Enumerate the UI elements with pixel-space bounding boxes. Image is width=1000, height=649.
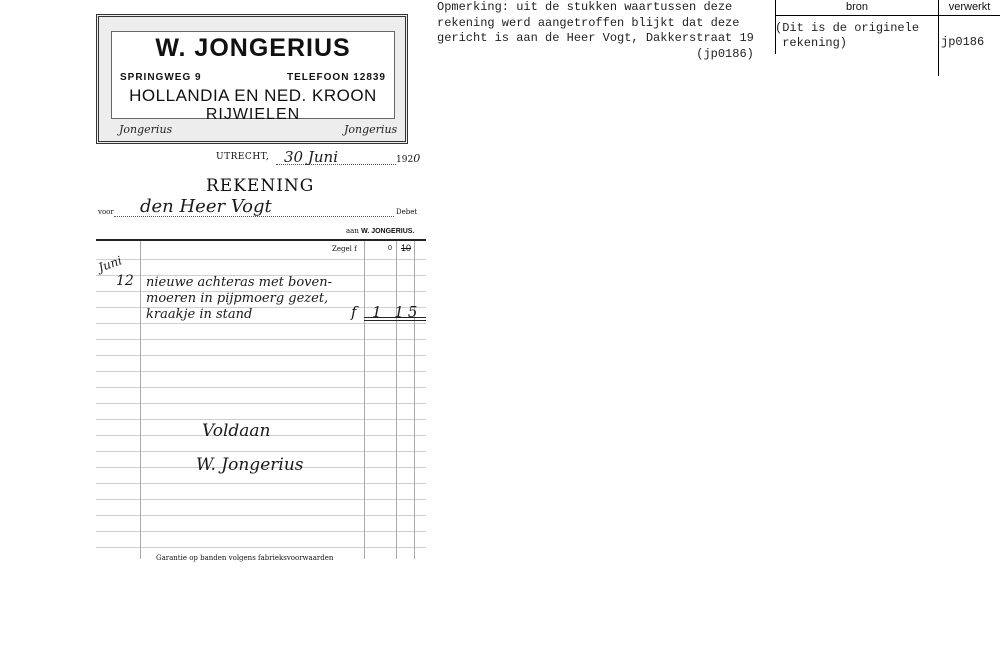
ledger-rule xyxy=(96,419,426,420)
aan-label: aan xyxy=(346,227,359,235)
date-handwritten: 30 Juni xyxy=(284,148,338,166)
ledger-rule xyxy=(96,339,426,340)
voor-label: voor xyxy=(98,208,114,216)
bron-cell: (Dit is de originele rekening) xyxy=(775,21,920,50)
amount: 1 15 xyxy=(372,303,422,321)
ledger-rule xyxy=(96,483,426,484)
table-header-rule xyxy=(775,15,1000,16)
year-label xyxy=(396,152,420,165)
signature: W. Jongerius xyxy=(196,455,304,475)
letterhead xyxy=(96,14,408,144)
entry-line-2: moeren in pijpmoerg gezet, xyxy=(146,291,329,306)
zegel-label: Zegel f xyxy=(332,245,357,253)
firm-address: SPRINGWEG 9 xyxy=(120,72,202,83)
firm-name: W. JONGERIUS xyxy=(155,34,351,62)
aan-line xyxy=(346,227,414,235)
invoice-footer: Garantie op banden volgens fabrieksvoorwaarden xyxy=(156,554,334,562)
remark-text: Opmerking: uit de stukken waartussen deze rekening werd aangetroffen blijkt dat deze gericht is aan de Heer Vogt, Dakkerstraat 19 (jp0186) xyxy=(437,0,754,61)
ledger-rule xyxy=(96,531,426,532)
entry-line-3: kraakje in stand xyxy=(146,307,253,322)
firm-phone: TELEFOON 12839 xyxy=(286,72,386,83)
ledger-column-divider xyxy=(396,241,397,559)
letterhead-inner xyxy=(111,31,395,123)
aan-firm: W. JONGERIUS. xyxy=(361,228,415,235)
ledger-rule xyxy=(96,387,426,388)
place-label: UTRECHT, xyxy=(216,152,270,162)
invoice-document xyxy=(96,14,426,584)
debet-label: Debet xyxy=(396,208,418,216)
zegel-amount: 10 xyxy=(401,243,412,253)
year-handwritten: 0 xyxy=(413,152,421,165)
entry-day: 12 xyxy=(116,273,134,289)
zegel-value: 0 xyxy=(388,245,392,252)
ledger-rule xyxy=(96,323,426,324)
currency-mark: f xyxy=(351,303,357,321)
ledger-rule xyxy=(96,403,426,404)
ledger-column-divider xyxy=(364,241,365,559)
ledger-grid xyxy=(96,239,426,559)
firm-brands: HOLLANDIA EN NED. KROON xyxy=(129,86,377,105)
invoice-title: REKENING xyxy=(206,176,315,196)
ledger-rule xyxy=(96,371,426,372)
bron-header: bron xyxy=(845,1,869,13)
ledger-column-divider xyxy=(140,241,141,559)
verwerkt-header: verwerkt xyxy=(948,1,991,13)
voldaan: Voldaan xyxy=(202,421,271,441)
year-prefix: 192 xyxy=(396,155,414,165)
ledger-rule xyxy=(96,499,426,500)
header-signature-left: Jongerius xyxy=(119,123,173,136)
ledger-rule xyxy=(96,259,426,260)
verwerkt-cell: jp0186 xyxy=(941,35,985,49)
ledger-column-divider xyxy=(414,241,415,559)
ledger-rule xyxy=(96,451,426,452)
header-signature-right: Jongerius xyxy=(344,123,398,136)
ledger-rule xyxy=(96,515,426,516)
entry-line-1: nieuwe achteras met boven- xyxy=(146,275,332,290)
ledger-top-rule xyxy=(96,239,426,241)
firm-goods: RIJWIELEN xyxy=(205,106,301,123)
ledger-rule xyxy=(96,547,426,548)
ledger-rule xyxy=(96,355,426,356)
recipient-handwritten: den Heer Vogt xyxy=(140,196,272,217)
entry-month: Juni xyxy=(96,253,124,275)
